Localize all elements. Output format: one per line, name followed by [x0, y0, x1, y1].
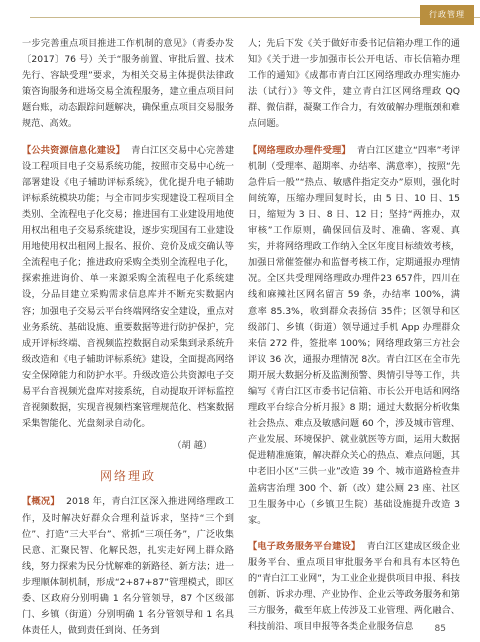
heading-tag: 【网络理政办理件受理】 — [248, 144, 351, 156]
paragraph-text: 青白江区建立“四率”考评机制（受理率、超期率、办结率、满意率），按照“先急件后一般”“热点、敏感件指定交办”原则，强化时间统筹，压缩办理回复时长，由 5 日、10 日、15 日，缩短为 3 日、8 日、12 日；坚持“两推办，双审核”工作原则，确保回信及时、准确、客观、真实，并将网络理政工作纳入全区年度目标绩效考核，加强日常催签催办和监督考核工作，定期通报办理情况。全区共受理网络理政办理件23 657件，四川在线和麻辣社区网名留言 59 条，办结率 100%，满意率 85.3%，收到群众表扬信 35件；区领导和区级部门、乡镇（街道）领导通过手机 App 办理群众来信 272 件，签批率 100%；网络理政第三方社会评议 36 次，通报办理情况 8次。青白江区在全市先期开展大数据分析及监测预警、舆情引导等工作，共编写《青白江区市委书记信箱、市长公开电话和网络理政平台综合分析月报》8 期；通过大数据分析收集社会热点、难点及敏感问题 60 个，涉及城市管理、产业发展、环境保护、就业就医等方面，运用大数据促进精准施策，解决群众关心的热点、难点问题，其中老旧小区“三供一业”改造 39 个、城市道路检查井盖病害治理 300 个、新（改）建公厕 23 座、社区卫生服务中心（乡镇卫生院）基础设施提升改造 3 家。 — [248, 144, 461, 526]
heading-tag: 【公共资源信息化建设】 — [22, 144, 125, 156]
left-paragraph-1: 一步完善重点项目推进工作机制的意见》（青委办发〔2017〕76 号）关于“服务前置、审批后置、技术先行、容缺受理”要求，为相关交易主体提供法律政策咨询服务和进场交易全流程服务，建立重点项目问题台账，动态跟踪问题解决，确保重点项目交易服务规范、高效。 — [22, 38, 234, 130]
page-number: 85 — [434, 624, 446, 634]
left-paragraph-2 — [22, 143, 234, 433]
author-credit: （胡 越） — [172, 440, 212, 452]
left-column — [22, 36, 234, 639]
right-paragraph-2 — [248, 143, 460, 529]
paragraph-text: 青白江区交易中心完善建设工程项目电子交易系统功能，按照市交易中心统一部署建设《电子辅助评标系统》，优化提升电子辅助评标系统模块功能；与全市同步实现建设工程项目全类别、全流程电子化交易；推进国有工业建设用地使用权出租电子交易系统建设，逐步实现国有工业建设用地使用权出租网上报名、报价、竞价及成交确认等全流程电子化；推进政府采购全类别全流程电子化，探索推进询价、单一来源采购全流程电子化系统建设，分品目建立采购需求信息库并不断充实数据内容；加强电子交易云平台终端网络安全建设，重点对业务系统、基础设施、重要数据等进行防护保护，完成开评标终端、音视频监控数据自动采集到录系统升级改造和《电子辅助评标系统》建设，全面提高网络安全保障能力和防护水平。升级改造公共资源电子交易平台音视频光盘库对接系统，自动提取开评标监控音视频数据，实现音视频档案管理规范化、档案数据采集智能化、光盘刻录自动化。 — [22, 144, 235, 430]
heading-tag: 【电子政务服务平台建设】 — [248, 540, 361, 552]
right-column — [248, 36, 460, 635]
paragraph-text: 2018 年，青白江区深入推进网络理政工作，及时解决好群众合理利益诉求，坚持“三个到位”、打造“三大平台”、常抓“三项任务”，广泛收集民意、汇聚民智、化解民怨，扎实走好网上群众路线，努力探索为民分忧解难的新路径、新方法；进一步理顺体制机制，形成“2+87+87”管理模式，即区委、区政府分别明确 1 名分管领导，87 个区级部门、乡镇（街道）分别明确 1 名分管领导和 1 名具体责任人，做到责任到岗、任务到 — [22, 496, 235, 637]
section-title: 网络理政 — [99, 469, 156, 484]
right-paragraph-1: 人；先后下发《关于做好市委书记信箱办理工作的通知》《关于进一步加强市长公开电话、市长信箱办理工作的通知》《成都市青白江区网络理政办理实施办法（试行）》等文件，建立青白江区网络理政 QQ 群、微信群，凝聚工作合力，有效破解办理瓶颈和难点问题。 — [248, 38, 460, 130]
header-rule — [30, 17, 480, 18]
left-paragraph-3 — [22, 494, 234, 639]
section-label: 行政管理 — [420, 5, 474, 25]
page-header — [0, 0, 480, 30]
right-paragraph-3 — [248, 539, 460, 636]
paragraph-text: 青白江区建成区级企业服务平台、重点项目审批服务平台和具有本区特色的“青白江工业网”，为工业企业提供项目申报、科技创新、诉求办理、产业协作、企业云等政务服务和第三方服务，截至年底上传涉及工业管理、两化融合、科技前沿、项目申报等各类企业服务信息 — [248, 540, 461, 633]
heading-tag: 【概况】 — [22, 496, 60, 508]
